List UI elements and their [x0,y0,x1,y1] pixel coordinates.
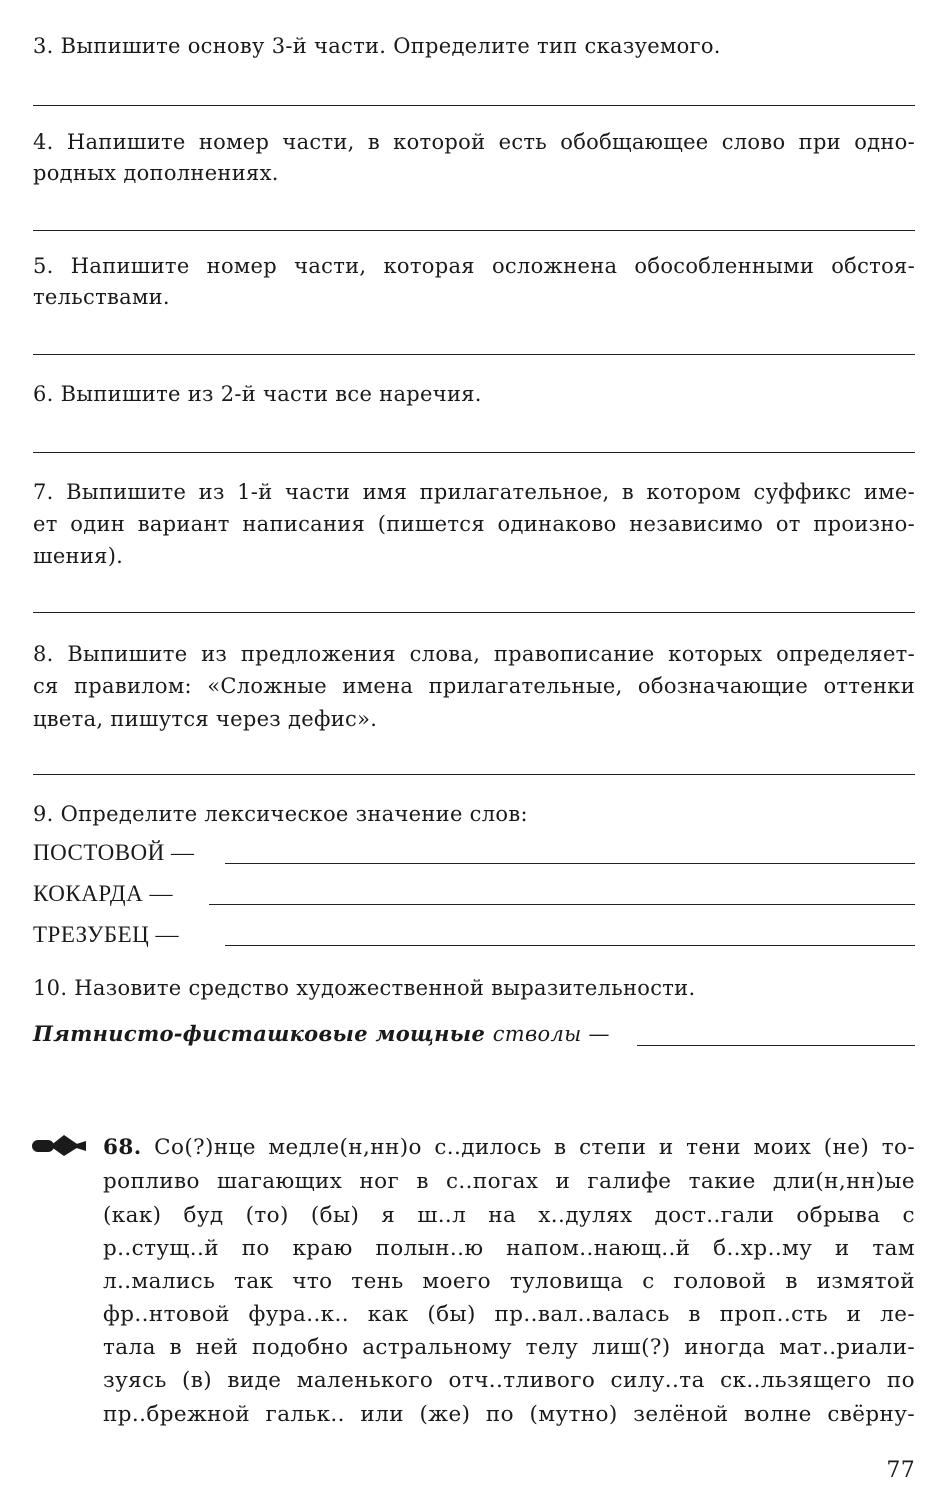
phrase-normal-part: стволы — [492,1022,610,1046]
exercise-line-1-text: Со(?)нце медле(н,нн)о с..дилось в степи и тени моих (не) то- [154,1135,915,1160]
exercise-marker-icon [30,1132,90,1158]
question-6-text: 6. Выпишите из 2-й части все наречия. [33,382,482,406]
question-7-text-line-2: ет один вариант написания (пишется одинаково независимо от произно- [33,512,915,536]
term-row-trezubets [33,914,915,950]
question-5-text-line-2: тельствами. [33,285,170,309]
question-10-text: 10. Назовите средство художественной выразительности. [33,976,696,1000]
answer-line-kokarda[interactable] [209,904,915,905]
page-number: 77 [886,1458,915,1483]
answer-line-trezubets[interactable] [225,945,915,946]
exercise-line: р..стущ..й по краю полын..ю напом..нающ..й б..хр..му и там [103,1236,915,1261]
term-kokarda: КОКАРДА — [33,881,173,906]
exercise-line: ропливо шагающих ног в с..погах и галифе такие дли(н,нн)ые [103,1169,915,1194]
answer-line-3[interactable] [33,105,915,106]
answer-line-7[interactable] [33,612,915,613]
question-8-text-line-2: ся правилом: «Сложные имена прилагательные, обозначающие оттенки [33,674,915,698]
term-row-kokarda [33,873,915,909]
question-8-text-line-1: 8. Выпишите из предложения слова, правописание которых определяет- [33,642,915,666]
term-trezubets: ТРЕЗУБЕЦ — [33,922,180,947]
answer-line-4[interactable] [33,230,915,231]
exercise-line: фр..нтовой фура..к.. как (бы) пр..вал..валась в проп..сть и ле- [103,1302,915,1327]
answer-line-8[interactable] [33,774,915,775]
term-postovoy: ПОСТОВОЙ — [33,840,195,865]
exercise-line: зуясь (в) виде маленького отч..тливого силу..та ск..льзящего по [103,1368,915,1393]
question-9-text: 9. Определите лексическое значение слов: [33,802,528,826]
answer-line-10[interactable] [637,1045,915,1046]
question-4-text-line-2: родных дополнениях. [33,161,279,185]
question-4-text-line-1: 4. Напишите номер части, в которой есть обобщающее слово при одно- [33,130,915,154]
exercise-line: л..мались так что тень моего туловища с головой в измятой [103,1269,915,1294]
exercise-line: (как) буд (то) (бы) я ш..л на х..дулях дост..гали обрыва с [103,1203,915,1228]
answer-line-postovoy[interactable] [225,863,915,864]
answer-line-6[interactable] [33,452,915,453]
term-row-postovoy [33,832,915,868]
phrase-bold-part: Пятнисто-фисташковые мощные [33,1021,486,1046]
exercise-line: пр..брежной гальк.. или (же) по (мутно) зелёной волне свёрну- [103,1402,915,1427]
exercise-line: тала в ней подобно астральному телу лиш(?) иногда мат..риали- [103,1335,915,1360]
answer-line-5[interactable] [33,354,915,355]
expressive-phrase [33,1016,610,1052]
exercise-first-line [103,1131,915,1164]
question-7-text-line-3: шения). [33,544,124,568]
exercise-number: 68. [103,1135,142,1160]
question-5-text-line-1: 5. Напишите номер части, которая осложнена обособленными обстоя- [33,254,915,278]
question-3-text: 3. Выпишите основу 3-й части. Определите тип сказуемого. [33,34,721,58]
question-8-text-line-3: цвета, пишутся через дефис». [33,707,378,731]
question-7-text-line-1: 7. Выпишите из 1-й части имя прилагательное, в котором суффикс име- [33,480,915,504]
